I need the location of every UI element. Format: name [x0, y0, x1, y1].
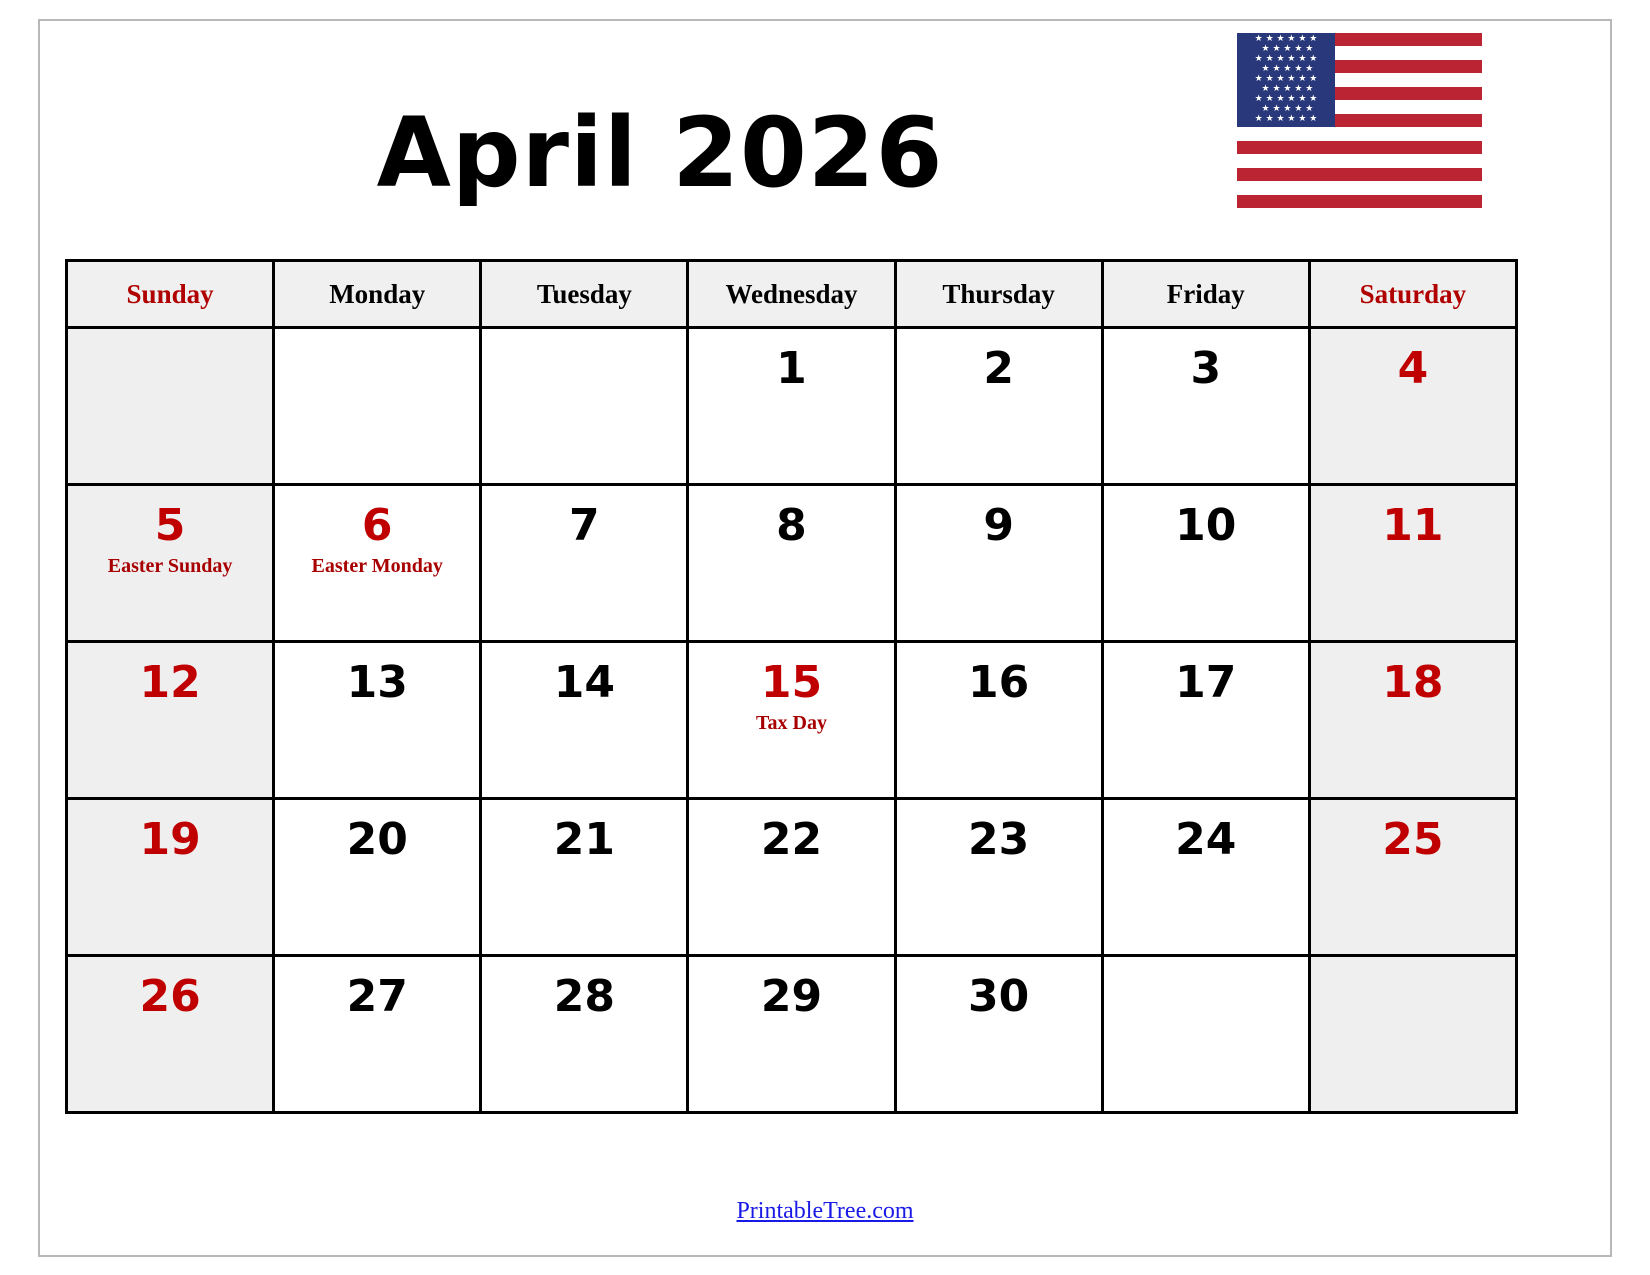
day-cell[interactable] — [481, 642, 688, 799]
day-cell[interactable] — [481, 799, 688, 956]
day-number: 30 — [968, 971, 1030, 1022]
day-number: 5 — [154, 500, 186, 551]
day-cell[interactable] — [895, 328, 1102, 485]
day-number: 26 — [139, 971, 201, 1022]
flag-canton: ★ ★ ★ ★ ★ ★ ★ ★ ★ ★ ★ ★ ★ ★ ★ ★ ★ ★ ★ ★ ★ ★ ★ ★ ★ ★ ★ ★ ★ ★ ★ ★ ★ ★ ★ ★ ★ ★ ★ ★ ★ ★ ★ ★ ★ ★ ★ ★ ★ ★ — [1237, 33, 1335, 127]
day-cell[interactable] — [67, 956, 274, 1113]
day-number: 13 — [346, 657, 408, 708]
day-event: Tax Day — [756, 712, 827, 734]
day-event: Easter Sunday — [107, 555, 233, 577]
footer — [0, 1198, 1650, 1225]
day-cell[interactable] — [895, 485, 1102, 642]
day-number: 20 — [346, 814, 408, 865]
day-cell[interactable] — [688, 485, 895, 642]
day-number — [482, 329, 686, 345]
day-cell[interactable] — [1309, 956, 1516, 1113]
day-cell[interactable] — [895, 642, 1102, 799]
calendar-week-row — [67, 799, 1517, 956]
day-cell[interactable] — [1102, 642, 1309, 799]
day-cell[interactable] — [1309, 485, 1516, 642]
day-number: 1 — [776, 343, 807, 394]
day-number: 7 — [569, 500, 600, 551]
day-cell[interactable] — [481, 485, 688, 642]
day-number: 17 — [1175, 657, 1237, 708]
day-number: 28 — [553, 971, 615, 1022]
day-cell[interactable] — [274, 956, 481, 1113]
day-cell[interactable] — [1102, 328, 1309, 485]
day-number: 14 — [553, 657, 615, 708]
day-number — [68, 329, 272, 345]
day-number: 27 — [346, 971, 408, 1022]
day-number: 11 — [1382, 500, 1444, 551]
day-event: Easter Monday — [311, 555, 443, 577]
day-cell[interactable] — [1102, 799, 1309, 956]
day-number: 15 — [760, 657, 823, 708]
day-cell[interactable] — [67, 328, 274, 485]
day-number: 25 — [1382, 814, 1444, 865]
day-number — [1311, 957, 1515, 973]
day-number: 21 — [553, 814, 615, 865]
day-cell[interactable] — [67, 642, 274, 799]
day-cell[interactable] — [481, 328, 688, 485]
day-cell[interactable] — [688, 642, 895, 799]
day-number: 10 — [1175, 500, 1237, 551]
calendar-week-row — [67, 642, 1517, 799]
day-number: 23 — [968, 814, 1030, 865]
day-cell[interactable] — [1102, 485, 1309, 642]
day-cell[interactable] — [67, 485, 274, 642]
day-cell[interactable] — [274, 328, 481, 485]
weekday-header-wednesday: Wednesday — [688, 261, 895, 328]
day-cell[interactable] — [895, 956, 1102, 1113]
weekday-header-saturday: Saturday — [1309, 261, 1516, 328]
day-cell[interactable] — [688, 799, 895, 956]
weekday-header-friday: Friday — [1102, 261, 1309, 328]
calendar-weekday-row — [67, 261, 1517, 328]
day-number: 2 — [983, 343, 1014, 394]
day-cell[interactable] — [688, 956, 895, 1113]
day-number: 24 — [1175, 814, 1237, 865]
day-number: 16 — [968, 657, 1030, 708]
day-cell[interactable] — [481, 956, 688, 1113]
day-number — [275, 329, 479, 345]
us-flag-icon — [1237, 33, 1482, 208]
source-link[interactable]: PrintableTree.com — [736, 1198, 914, 1224]
weekday-header-sunday: Sunday — [67, 261, 274, 328]
day-cell[interactable] — [1102, 956, 1309, 1113]
day-number: 6 — [361, 500, 393, 551]
weekday-header-thursday: Thursday — [895, 261, 1102, 328]
page-title: April 2026 — [376, 97, 944, 209]
day-cell[interactable] — [274, 799, 481, 956]
day-number: 22 — [760, 814, 823, 865]
day-number: 18 — [1382, 657, 1444, 708]
day-number: 19 — [139, 814, 201, 865]
calendar-week-row — [67, 328, 1517, 485]
day-cell[interactable] — [1309, 328, 1516, 485]
day-number: 9 — [983, 500, 1014, 551]
day-cell[interactable] — [274, 485, 481, 642]
day-cell[interactable] — [1309, 642, 1516, 799]
day-number: 29 — [760, 971, 823, 1022]
day-cell[interactable] — [1309, 799, 1516, 956]
day-cell[interactable] — [274, 642, 481, 799]
day-number: 3 — [1190, 343, 1222, 394]
day-number — [1104, 957, 1308, 973]
day-number: 4 — [1397, 343, 1429, 394]
weekday-header-tuesday: Tuesday — [481, 261, 688, 328]
day-cell[interactable] — [895, 799, 1102, 956]
day-number: 8 — [776, 500, 807, 551]
weekday-header-monday: Monday — [274, 261, 481, 328]
calendar-week-row — [67, 956, 1517, 1113]
day-cell[interactable] — [67, 799, 274, 956]
calendar-week-row — [67, 485, 1517, 642]
calendar-grid — [65, 259, 1518, 1114]
day-cell[interactable] — [688, 328, 895, 485]
day-number: 12 — [139, 657, 201, 708]
